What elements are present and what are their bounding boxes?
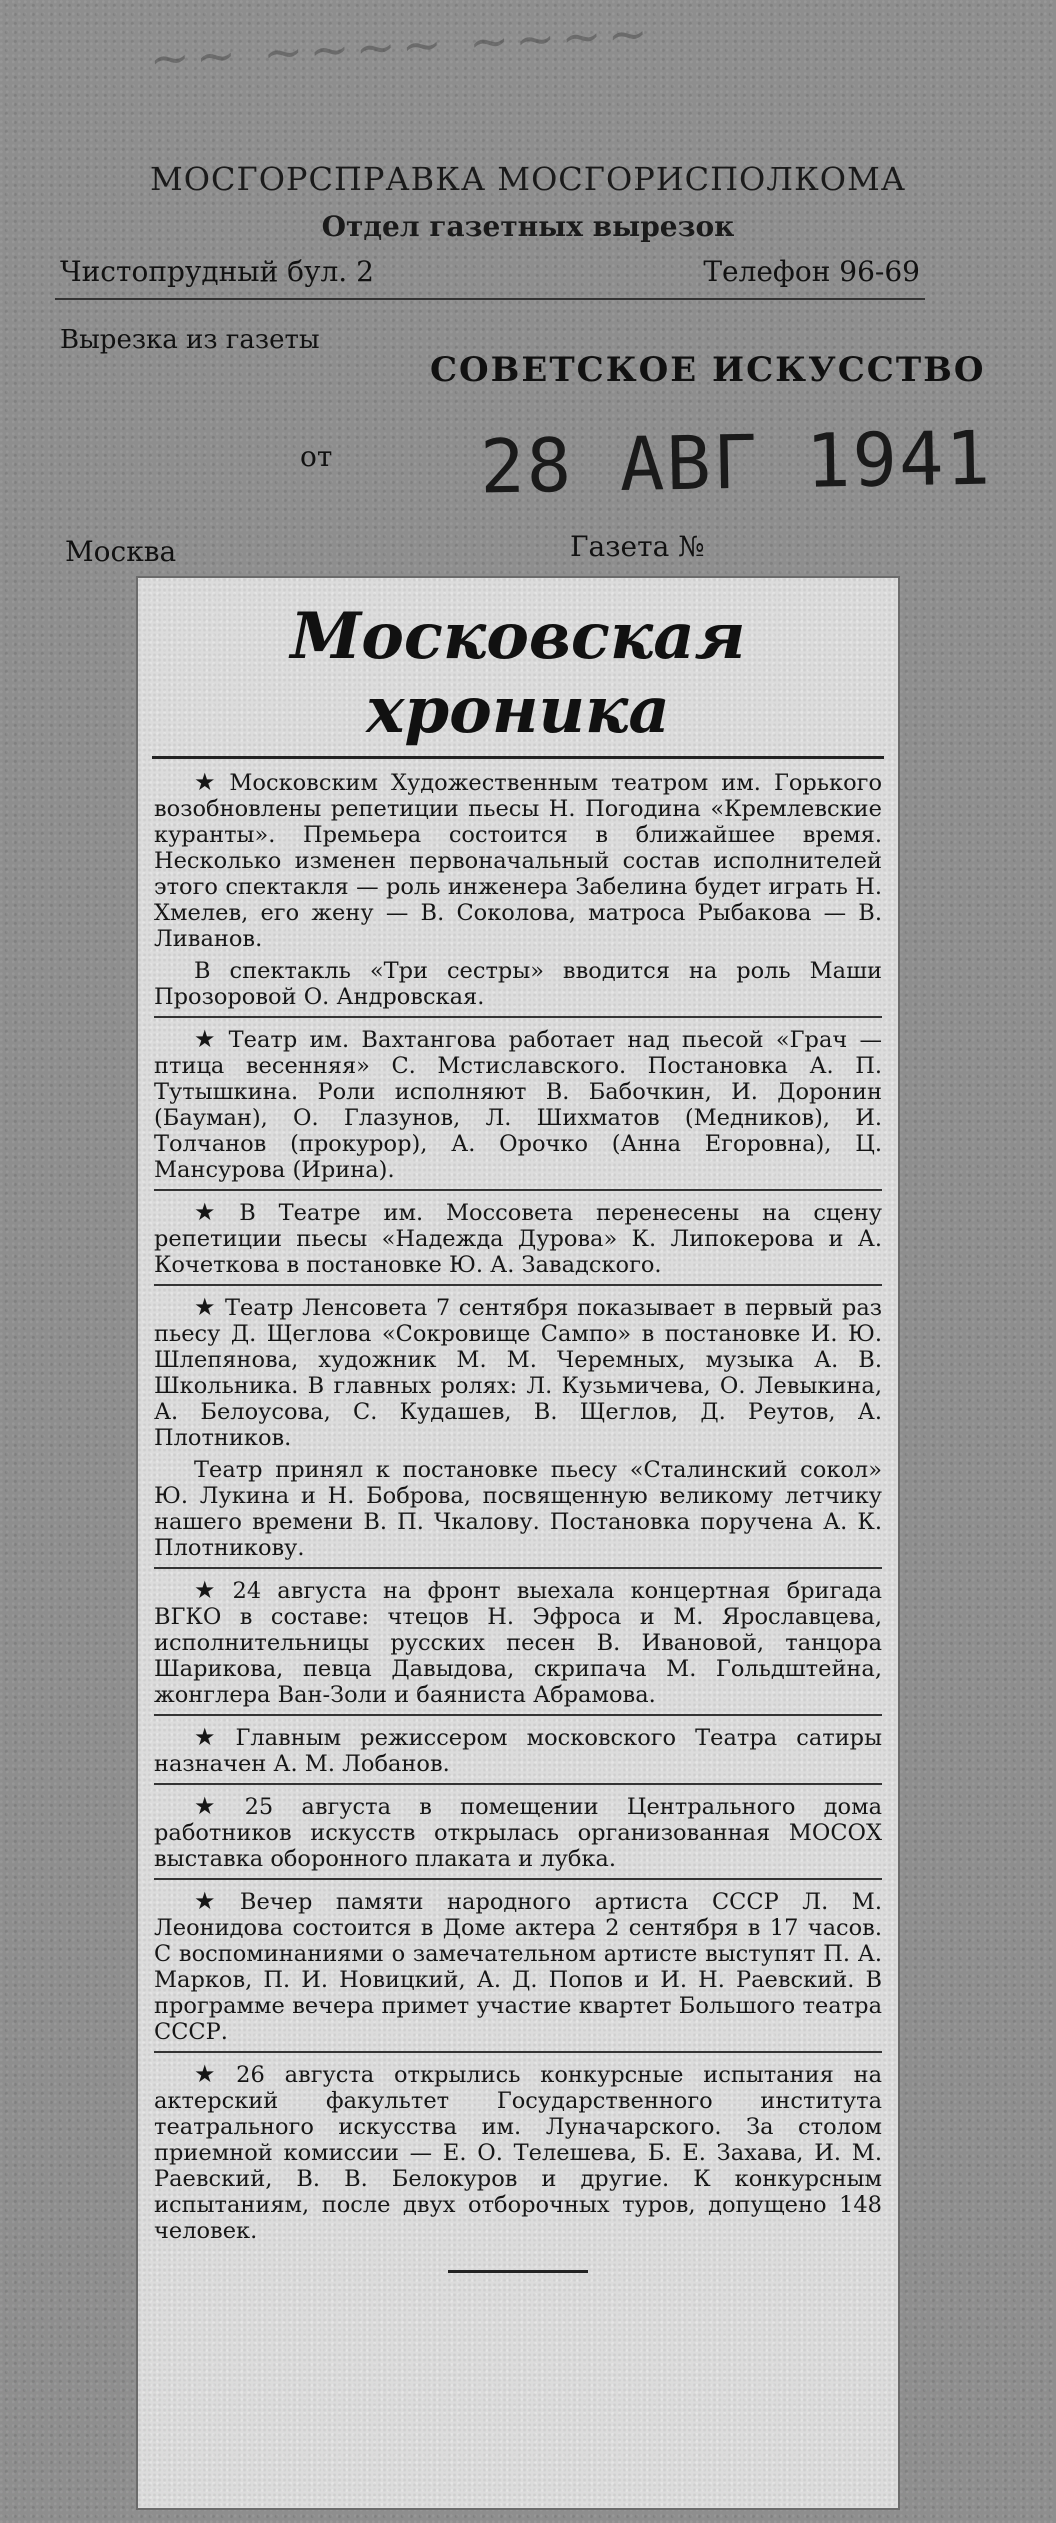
handwritten-scribble: ~~ ~~~~ ~~~~: [148, 5, 656, 88]
address: Чистопрудный бул. 2: [60, 255, 374, 288]
news-item: ★ Театр им. Вахтангова работает над пьесой «Грач — птица весенняя» С. Мстиславского. Постановка А. П. Тутышкина. Роли исполняют В. Бабочкин, И. Доронин (Бауман), О. Глазунов, Л. Шихматов (Медников), И. Толчанов (прокурор), А. Орочко (Анна Егоровна), Ц. Мансурова (Ирина).: [154, 1016, 882, 1183]
from-label: от: [300, 440, 333, 473]
newspaper-name: СОВЕТСКОЕ ИСКУССТВО: [430, 350, 986, 390]
title-divider: [152, 756, 884, 759]
news-item: Театр принял к постановке пьесу «Сталинский сокол» Ю. Лукина и Н. Боброва, посвященную великому летчику нашего времени В. П. Чкалову. Постановка поручена А. К. Плотникову.: [154, 1457, 882, 1561]
star-icon: ★: [194, 1576, 225, 1604]
phone: Телефон 96-69: [703, 255, 920, 288]
star-icon: ★: [194, 1025, 221, 1053]
news-item: ★ Главным режиссером московского Театра сатиры назначен А. М. Лобанов.: [154, 1714, 882, 1777]
news-item: ★ Вечер памяти народного артиста СССР Л. М. Леонидова состоится в Доме актера 2 сентября в 17 часов. С воспоминаниями о замечательном артисте выступят П. А. Марков, П. И. Новицкий, А. Д. Попов и И. Н. Раевский. В программе вечера примет участие квартет Большого театра СССР.: [154, 1878, 882, 2045]
city-label: Москва: [65, 535, 177, 568]
star-icon: ★: [194, 768, 222, 796]
star-icon: ★: [194, 1293, 217, 1321]
date-stamp: 28 АВГ 1941: [479, 415, 993, 511]
star-icon: ★: [194, 1887, 232, 1915]
news-item: ★ Московским Художественным театром им. Горького возобновлены репетиции пьесы Н. Погодина «Кремлевские куранты». Премьера состоится в ближайшее время. Несколько изменен первоначальный состав исполнителей этого спектакля — роль инженера Забелина будет играть Н. Хмелев, его жену — В. Соколова, матроса Рыбакова — В. Ливанов.: [154, 768, 882, 952]
title-line-2: хроника: [366, 673, 670, 748]
news-item: ★ Театр Ленсовета 7 сентября показывает в первый раз пьесу Д. Щеглова «Сокровище Сампо» в постановке И. Ю. Шлепянова, художник М. М. Черемных, музыка А. В. Школьника. В главных ролях: Л. Кузьмичева, О. Левыкина, А. Белоусова, С. Кудашев, В. Щеглов, Д. Реутов, А. Плотников.: [154, 1284, 882, 1451]
divider: [55, 298, 925, 300]
star-icon: ★: [194, 2060, 229, 2088]
gazeta-number-label: Газета №: [570, 530, 705, 563]
article-body: [138, 769, 898, 2273]
star-icon: ★: [194, 1792, 237, 1820]
star-icon: ★: [194, 1723, 228, 1751]
news-item: ★ 26 августа открылись конкурсные испытания на актерский факультет Государственного института театрального искусства им. Луначарского. За столом приемной комиссии — Е. О. Телешева, Б. Е. Захава, И. М. Раевский, В. В. Белокуров и другие. К конкурсным испытаниям, после двух отборочных туров, допущено 148 человек.: [154, 2051, 882, 2244]
article-title: [138, 600, 898, 748]
title-line-1: Московская: [290, 599, 746, 674]
dept-name: Отдел газетных вырезок: [321, 210, 735, 243]
news-item: В спектакль «Три сестры» вводится на роль Маши Прозоровой О. Андровская.: [154, 958, 882, 1010]
newspaper-clipping: [138, 578, 898, 2508]
end-rule: [448, 2270, 588, 2273]
news-item: ★ В Театре им. Моссовета перенесены на сцену репетиции пьесы «Надежда Дурова» К. Липокерова и А. Кочеткова в постановке Ю. А. Завадского.: [154, 1189, 882, 1278]
news-item: ★ 25 августа в помещении Центрального дома работников искусств открылась организованная МОСОХ выставка оборонного плаката и лубка.: [154, 1783, 882, 1872]
news-item: ★ 24 августа на фронт выехала концертная бригада ВГКО в составе: чтецов Н. Эфроса и М. Ярославцева, исполнительницы русских песен В. Ивановой, танцора Шарикова, певца Давыдова, скрипача М. Гольдштейна, жонглера Ван-Золи и баяниста Абрамова.: [154, 1567, 882, 1708]
cut-label: Вырезка из газеты: [60, 325, 320, 355]
star-icon: ★: [194, 1198, 232, 1226]
org-name: МОСГОРСПРАВКА МОСГОРИСПОЛКОМА: [150, 160, 906, 198]
